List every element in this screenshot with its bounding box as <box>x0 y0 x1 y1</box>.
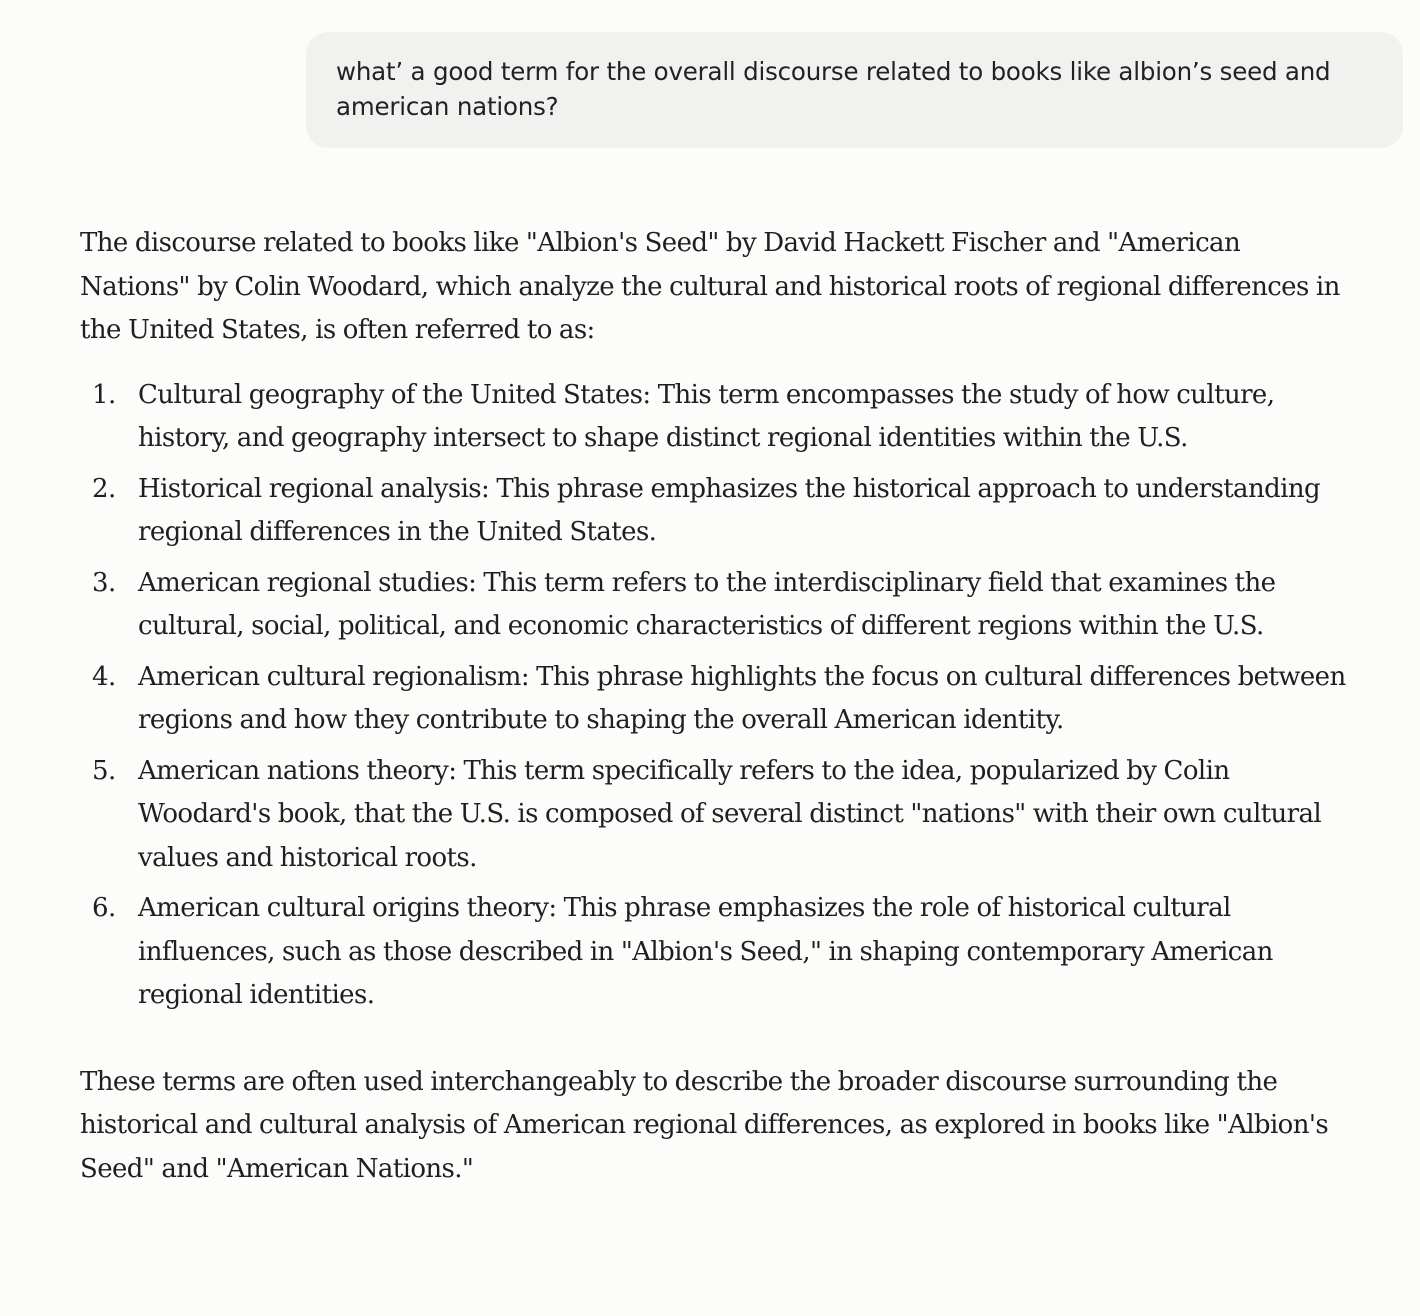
list-item-text: American regional studies: This term refers to the interdisciplinary field that examines the cultural, social, political, and economic characteristics of different regions within the U.S. <box>138 567 1276 641</box>
user-message-text: what’ a good term for the overall discourse related to books like albion’s seed and american nations? <box>336 57 1331 121</box>
list-item-number: 1. <box>92 379 116 410</box>
list-item-text: American cultural regionalism: This phrase highlights the focus on cultural differences between regions and how they contribute to shaping the overall American identity. <box>138 661 1346 735</box>
list-item <box>92 374 1350 461</box>
user-message-bubble <box>306 32 1403 148</box>
list-item-number: 3. <box>92 567 116 598</box>
term-list <box>80 374 1350 1018</box>
list-item-number: 2. <box>92 473 116 504</box>
list-item-number: 5. <box>92 755 116 786</box>
list-item-text: American cultural origins theory: This phrase emphasizes the role of historical cultural influences, such as those described in "Albion's Seed," in shaping contemporary American regional identities. <box>138 893 1273 1010</box>
list-item <box>92 887 1350 1018</box>
list-item-number: 6. <box>92 893 116 923</box>
list-item-number: 4. <box>92 661 116 692</box>
list-item-text: American nations theory: This term specifically refers to the idea, popularized by Colin Woodard's book, that the U.S. is composed of several distinct "nations" with their own cultural values and historical roots. <box>138 755 1322 873</box>
list-item <box>92 468 1350 555</box>
list-item <box>92 656 1350 743</box>
list-item-text: Cultural geography of the United States: This term encompasses the study of how culture, history, and geography intersect to shape distinct regional identities within the U.S. <box>138 379 1275 453</box>
response-intro: The discourse related to books like "Albion's Seed" by David Hackett Fischer and "American Nations" by Colin Woodard, which analyze the cultural and historical roots of regional differences in the United States, is often referred to as: <box>80 228 1340 345</box>
assistant-response <box>80 222 1350 1191</box>
list-item <box>92 562 1350 649</box>
list-item <box>92 750 1350 881</box>
response-closing: These terms are often used interchangeably to describe the broader discourse surrounding the historical and cultural analysis of American regional differences, as explored in books like "Albion's Seed" and "American Nations." <box>80 1066 1329 1184</box>
list-item-text: Historical regional analysis: This phrase emphasizes the historical approach to understanding regional differences in the United States. <box>138 473 1321 547</box>
